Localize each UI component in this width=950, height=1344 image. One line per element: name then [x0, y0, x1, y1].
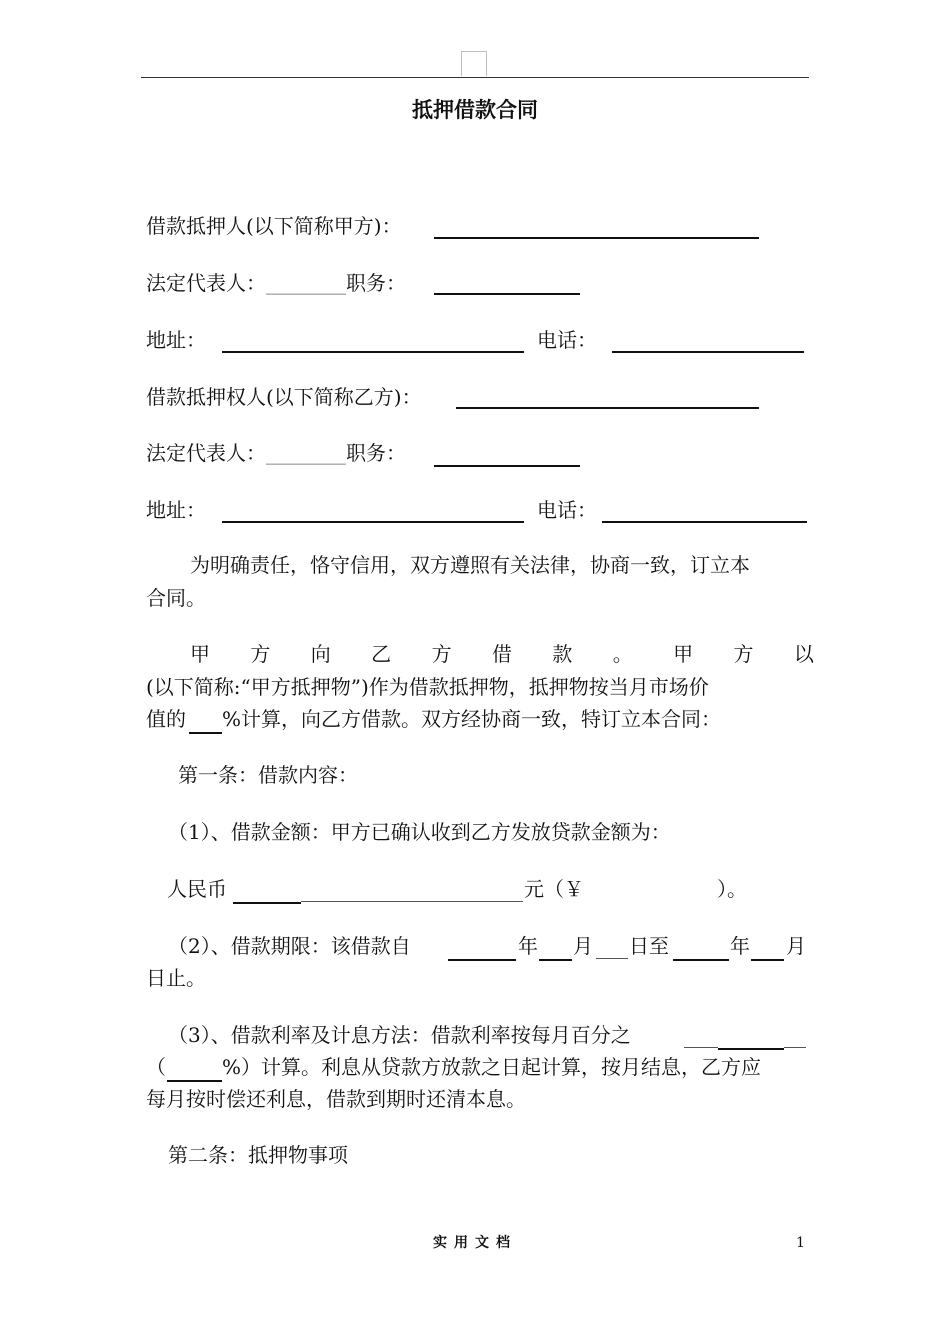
party-a-address-label: 地址：: [146, 328, 206, 352]
start-year-blank: [448, 959, 516, 961]
para2-char: 甲: [673, 642, 694, 666]
rate-percent-blank: [167, 1080, 222, 1082]
rate-blank-1: [684, 1047, 718, 1048]
month-label-1: 月: [573, 934, 593, 958]
start-month-blank: [539, 959, 572, 961]
para2-char: 甲: [190, 642, 210, 666]
header-box: [461, 51, 487, 76]
party-a-name-blank: [434, 237, 759, 239]
party-b-name-blank: [456, 407, 759, 409]
end-year-blank: [673, 959, 729, 961]
party-a-phone-blank: [612, 351, 804, 353]
article2-heading: 第二条：抵押物事项: [168, 1143, 348, 1167]
para2-char: 方: [733, 642, 754, 666]
rmb-close: ）。: [717, 877, 747, 901]
rmb-blank-1: [233, 902, 301, 904]
party-a-rep-row: [146, 268, 406, 298]
party-b-phone-label: 电话：: [537, 498, 597, 522]
rate-blank-2: [718, 1048, 784, 1050]
rmb-blank-2: [301, 901, 523, 902]
rate-blank-3: [784, 1047, 806, 1048]
year-label-2: 年: [730, 934, 750, 958]
header-rule: [141, 77, 809, 78]
intro-line-2: 合同。: [146, 586, 206, 610]
percent-blank: [189, 732, 222, 734]
para2-char: 借: [491, 642, 512, 666]
article1-item2-line2: 日止。: [146, 966, 206, 990]
para2-char: 款: [552, 642, 573, 666]
para2-line-2: (以下简称:“甲方抵押物”)作为借款抵押物，抵押物按当月市场价: [146, 675, 709, 699]
month-label-2: 月: [786, 934, 806, 958]
party-b-rep-label: 法定代表人：: [146, 441, 266, 465]
start-day-blank: [596, 958, 628, 959]
party-b-phone-blank: [602, 521, 807, 523]
party-a-address-blank: [222, 351, 524, 353]
party-a-line: 借款抵押人(以下简称甲方)：: [146, 214, 402, 238]
para2-char: 方: [250, 642, 271, 666]
party-b-position-label: 职务：: [346, 441, 406, 465]
article1-item3: （3）、借款利率及计息方法：借款利率按每月百分之: [168, 1023, 631, 1047]
party-a-position-blank: [434, 293, 580, 295]
article1-item1: （1）、借款金额：甲方已确认收到乙方发放贷款金额为：: [168, 820, 671, 844]
page-number: 1: [796, 1235, 805, 1251]
party-b-rep-blank: ________: [266, 441, 346, 465]
party-a-rep-label: 法定代表人：: [146, 271, 266, 295]
party-b-rep-row: [146, 438, 406, 468]
party-a-rep-blank: ________: [266, 271, 346, 295]
item3-line3: 每月按时偿还利息，借款到期时还清本息。: [146, 1087, 526, 1111]
year-label-1: 年: [518, 934, 538, 958]
para2-char: 以: [793, 642, 814, 666]
para2-char: 乙: [371, 642, 392, 666]
party-a-phone-label: 电话：: [537, 328, 597, 352]
contract-title: 抵押借款合同: [412, 97, 538, 122]
intro-line-1: 为明确责任，恪守信用，双方遵照有关法律，协商一致，订立本: [190, 553, 750, 577]
end-month-blank: [751, 959, 784, 961]
para2-line-3a: 值的: [146, 707, 186, 731]
rmb-yuan: 元（￥: [524, 877, 584, 901]
item3-line2-text: %）计算。利息从贷款方放款之日起计算，按月结息，乙方应: [222, 1055, 762, 1079]
para2-line-3b: %计算，向乙方借款。双方经协商一致，特订立本合同：: [222, 707, 722, 731]
para2-char: 向: [310, 642, 331, 666]
party-b-address-blank: [222, 521, 524, 523]
party-b-line: 借款抵押权人(以下简称乙方)：: [146, 385, 422, 409]
para2-line-1: [146, 639, 814, 669]
para2-char: 。: [612, 642, 633, 666]
rmb-label: 人民币: [167, 877, 227, 901]
footer-text: 实用文档: [433, 1235, 517, 1251]
party-b-position-blank: [434, 465, 580, 467]
para2-char: 方: [431, 642, 452, 666]
party-b-address-label: 地址：: [146, 498, 206, 522]
article1-item2: （2）、借款期限：该借款自: [168, 934, 411, 958]
day-label-1: 日至: [629, 934, 669, 958]
party-a-position-label: 职务：: [346, 271, 406, 295]
article1-heading: 第一条：借款内容：: [178, 763, 358, 787]
item3-line2-open: （: [146, 1055, 166, 1079]
